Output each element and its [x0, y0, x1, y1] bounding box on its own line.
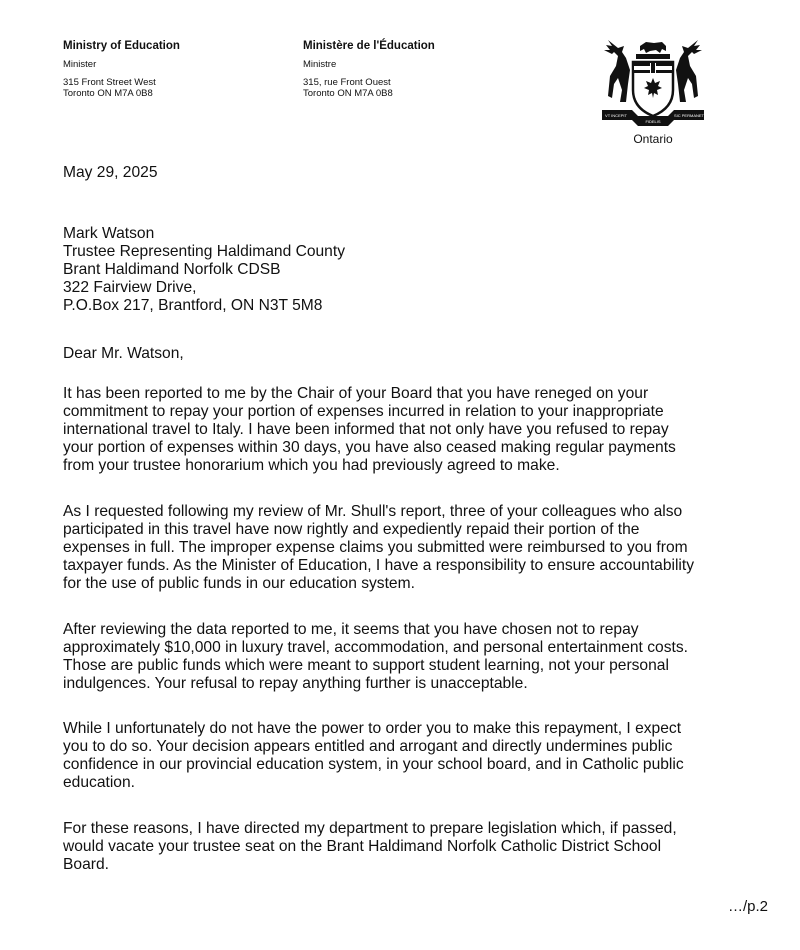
- coat-of-arms-icon: [600, 36, 706, 132]
- paragraph-line: Those are public funds which were meant to support student learning, not your personal: [63, 657, 669, 674]
- letter-paragraph: [63, 621, 768, 693]
- paragraph-line: For these reasons, I have directed my department to prepare legislation which, if passed,: [63, 820, 677, 837]
- recipient-line: 322 Fairview Drive,: [63, 279, 197, 296]
- paragraph-line: participated in this travel have now rightly and expediently repaid their portion of the: [63, 521, 640, 538]
- logo-caption: Ontario: [633, 132, 673, 146]
- paragraph-line: taxpayer funds. As the Minister of Education, I have a responsibility to ensure accountability: [63, 557, 695, 574]
- paragraph-line: you to do so. Your decision appears entitled and arrogant and directly undermines public: [63, 738, 673, 755]
- letter-paragraph: [63, 385, 768, 475]
- ministry-name-french: Ministère de l'Éducation: [303, 40, 435, 52]
- page-continuation-marker: …/p.2: [727, 898, 768, 915]
- paragraph-line: education.: [63, 774, 135, 791]
- address-line: 315 Front Street West: [63, 77, 156, 88]
- letter-paragraph: [63, 503, 768, 593]
- letterhead-english: [63, 40, 180, 99]
- motto-left: VT INCEPIT: [605, 113, 627, 118]
- recipient-line: P.O.Box 217, Brantford, ON N3T 5M8: [63, 297, 323, 314]
- ministry-name-english: Ministry of Education: [63, 40, 180, 52]
- ontario-coat-of-arms-logo: [600, 36, 706, 148]
- paragraph-line: confidence in our provincial education system, in your school board, and in Catholic public: [63, 756, 684, 773]
- paragraph-line: Board.: [63, 856, 109, 873]
- recipient-line: Trustee Representing Haldimand County: [63, 243, 345, 260]
- paragraph-line: would vacate your trustee seat on the Brant Haldimand Norfolk Catholic District School: [63, 838, 662, 855]
- letter-paragraph: [63, 820, 768, 874]
- paragraph-line: expenses in full. The improper expense claims you submitted were reimbursed to you from: [63, 539, 688, 556]
- letter-date: May 29, 2025: [63, 164, 158, 181]
- paragraph-line: While I unfortunately do not have the power to order you to make this repayment, I expect: [63, 720, 682, 737]
- recipient-address: [63, 225, 768, 315]
- paragraph-line: from your trustee honorarium which you had previously agreed to make.: [63, 457, 560, 474]
- paragraph-line: commitment to repay your portion of expenses incurred in relation to your inappropriate: [63, 403, 664, 420]
- role-french: Ministre: [303, 59, 337, 70]
- paragraph-line: for the use of public funds in our education system.: [63, 575, 415, 592]
- paragraph-line: your portion of expenses within 30 days, you have also ceased making regular payments: [63, 439, 676, 456]
- salutation: Dear Mr. Watson,: [63, 345, 184, 362]
- motto-right: SIC PERMANET: [673, 113, 705, 118]
- letterhead-french: [303, 40, 435, 99]
- motto-center: FIDELIS: [645, 119, 661, 124]
- address-english: [63, 77, 180, 99]
- paragraph-line: It has been reported to me by the Chair of your Board that you have reneged on your: [63, 385, 649, 402]
- paragraph-line: international travel to Italy. I have been informed that not only have you refused to repay: [63, 421, 669, 438]
- paragraph-line: approximately $10,000 in luxury travel, accommodation, and personal entertainment costs.: [63, 639, 688, 656]
- paragraph-line: indulgences. Your refusal to repay anything further is unacceptable.: [63, 675, 528, 692]
- address-line: Toronto ON M7A 0B8: [63, 88, 153, 99]
- address-line: 315, rue Front Ouest: [303, 77, 391, 88]
- recipient-line: Mark Watson: [63, 225, 155, 242]
- address-line: Toronto ON M7A 0B8: [303, 88, 393, 99]
- paragraph-line: As I requested following my review of Mr. Shull's report, three of your colleagues who also: [63, 503, 683, 520]
- letter-paragraph: [63, 720, 768, 792]
- recipient-line: Brant Haldimand Norfolk CDSB: [63, 261, 281, 278]
- paragraph-line: After reviewing the data reported to me, it seems that you have chosen not to repay: [63, 621, 639, 638]
- role-english: Minister: [63, 59, 97, 70]
- address-french: [303, 77, 435, 99]
